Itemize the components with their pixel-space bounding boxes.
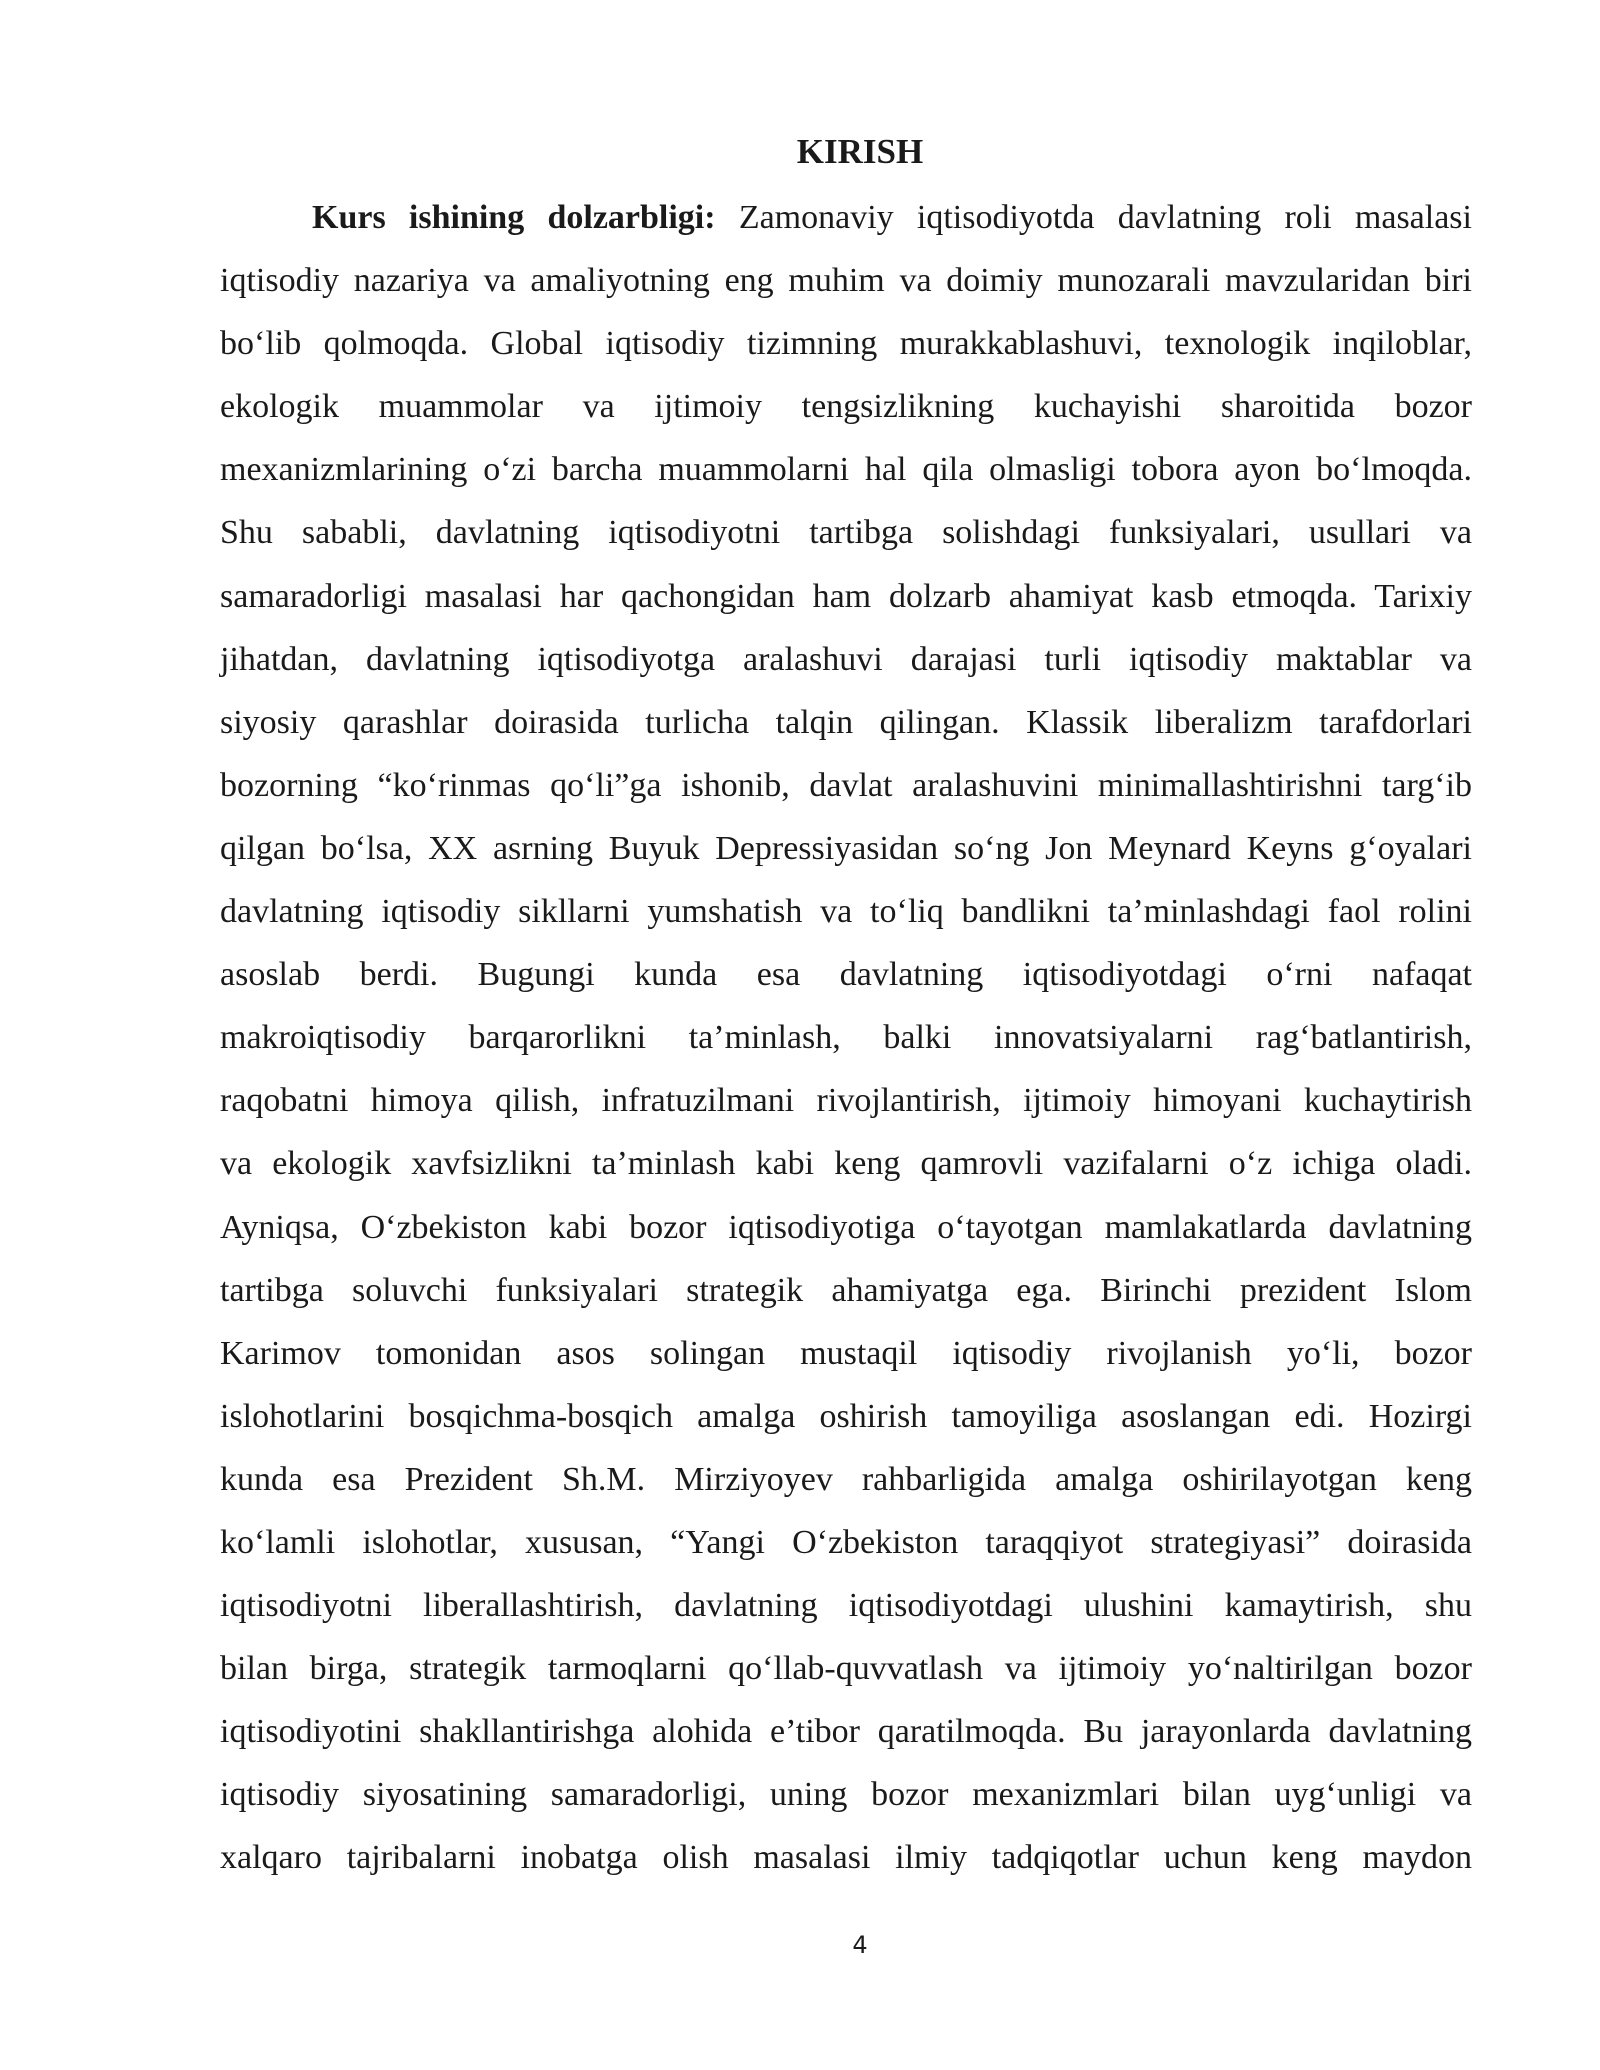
paragraph-line: iqtisodiyotini shakllantirishga alohida e’tibor qaratilmoqda. Bu jarayonlarda davlatning	[220, 1713, 1472, 1751]
paragraph-line: kunda esa Prezident Sh.M. Mirziyoyev rahbarligida amalga oshirilayotgan keng	[220, 1460, 1472, 1498]
paragraph-line: samaradorligi masalasi har qachongidan ham dolzarb ahamiyat kasb etmoqda. Tarixiy	[220, 577, 1472, 615]
paragraph-line: qilgan bo‘lsa, XX asrning Buyuk Depressiyasidan so‘ng Jon Meynard Keyns g‘oyalari	[220, 829, 1472, 867]
paragraph-line: mexanizmlarining o‘zi barcha muammolarni hal qila olmasligi tobora ayon bo‘lmoqda.	[220, 451, 1472, 489]
paragraph-line: asoslab berdi. Bugungi kunda esa davlatning iqtisodiyotdagi o‘rni nafaqat	[220, 956, 1472, 994]
page-number: 4	[852, 1931, 868, 1959]
body-paragraph	[220, 186, 1472, 1890]
paragraph-line: jihatdan, davlatning iqtisodiyotga aralashuvi darajasi turli iqtisodiy maktablar va	[220, 640, 1472, 678]
paragraph-line: Karimov tomonidan asos solingan mustaqil iqtisodiy rivojlanish yo‘li, bozor	[220, 1334, 1472, 1372]
paragraph-line: Shu sababli, davlatning iqtisodiyotni tartibga solishdagi funksiyalari, usullari va	[220, 514, 1472, 552]
paragraph-line: islohotlarini bosqichma-bosqich amalga oshirish tamoyiliga asoslangan edi. Hozirgi	[220, 1397, 1472, 1435]
paragraph-line: Ayniqsa, O‘zbekiston kabi bozor iqtisodiyotiga o‘tayotgan mamlakatlarda davlatning	[220, 1208, 1472, 1246]
paragraph-line: makroiqtisodiy barqarorlikni ta’minlash, balki innovatsiyalarni rag‘batlantirish,	[220, 1019, 1472, 1057]
paragraph-first-line	[220, 186, 1472, 249]
paragraph-line: bilan birga, strategik tarmoqlarni qo‘llab-quvvatlash va ijtimoiy yo‘naltirilgan bozor	[220, 1650, 1472, 1688]
paragraph-line: bo‘lib qolmoqda. Global iqtisodiy tizimning murakkablashuvi, texnologik inqiloblar,	[220, 325, 1472, 363]
paragraph-line: ko‘lamli islohotlar, xususan, “Yangi O‘zbekiston taraqqiyot strategiyasi” doirasida	[220, 1523, 1472, 1561]
paragraph-line: bozorning “ko‘rinmas qo‘li”ga ishonib, davlat aralashuvini minimallashtirishni targ‘ib	[220, 766, 1472, 804]
paragraph-line: iqtisodiy nazariya va amaliyotning eng muhim va doimiy munozarali mavzularidan biri	[220, 262, 1472, 300]
paragraph-line: xalqaro tajribalarni inobatga olish masalasi ilmiy tadqiqotlar uchun keng maydon	[220, 1839, 1472, 1877]
paragraph-first-line-text: Zamonaviy iqtisodiyotda davlatning roli masalasi	[715, 199, 1472, 236]
section-heading: KIRISH	[796, 132, 924, 171]
paragraph-line: ekologik muammolar va ijtimoiy tengsizlikning kuchayishi sharoitida bozor	[220, 388, 1472, 426]
paragraph-lead-term: Kurs ishining dolzarbligi:	[312, 199, 716, 236]
paragraph-line: va ekologik xavfsizlikni ta’minlash kabi keng qamrovli vazifalarni o‘z ichiga oladi.	[220, 1145, 1472, 1183]
paragraph-line: tartibga soluvchi funksiyalari strategik ahamiyatga ega. Birinchi prezident Islom	[220, 1271, 1472, 1309]
paragraph-line: raqobatni himoya qilish, infratuzilmani rivojlantirish, ijtimoiy himoyani kuchaytirish	[220, 1082, 1472, 1120]
paragraph-line: siyosiy qarashlar doirasida turlicha talqin qilingan. Klassik liberalizm tarafdorlari	[220, 703, 1472, 741]
paragraph-line: iqtisodiy siyosatining samaradorligi, uning bozor mexanizmlari bilan uyg‘unligi va	[220, 1776, 1472, 1814]
paragraph-line: davlatning iqtisodiy sikllarni yumshatish va to‘liq bandlikni ta’minlashdagi faol rolini	[220, 893, 1472, 931]
paragraph-line: iqtisodiyotni liberallashtirish, davlatning iqtisodiyotdagi ulushini kamaytirish, shu	[220, 1587, 1472, 1625]
